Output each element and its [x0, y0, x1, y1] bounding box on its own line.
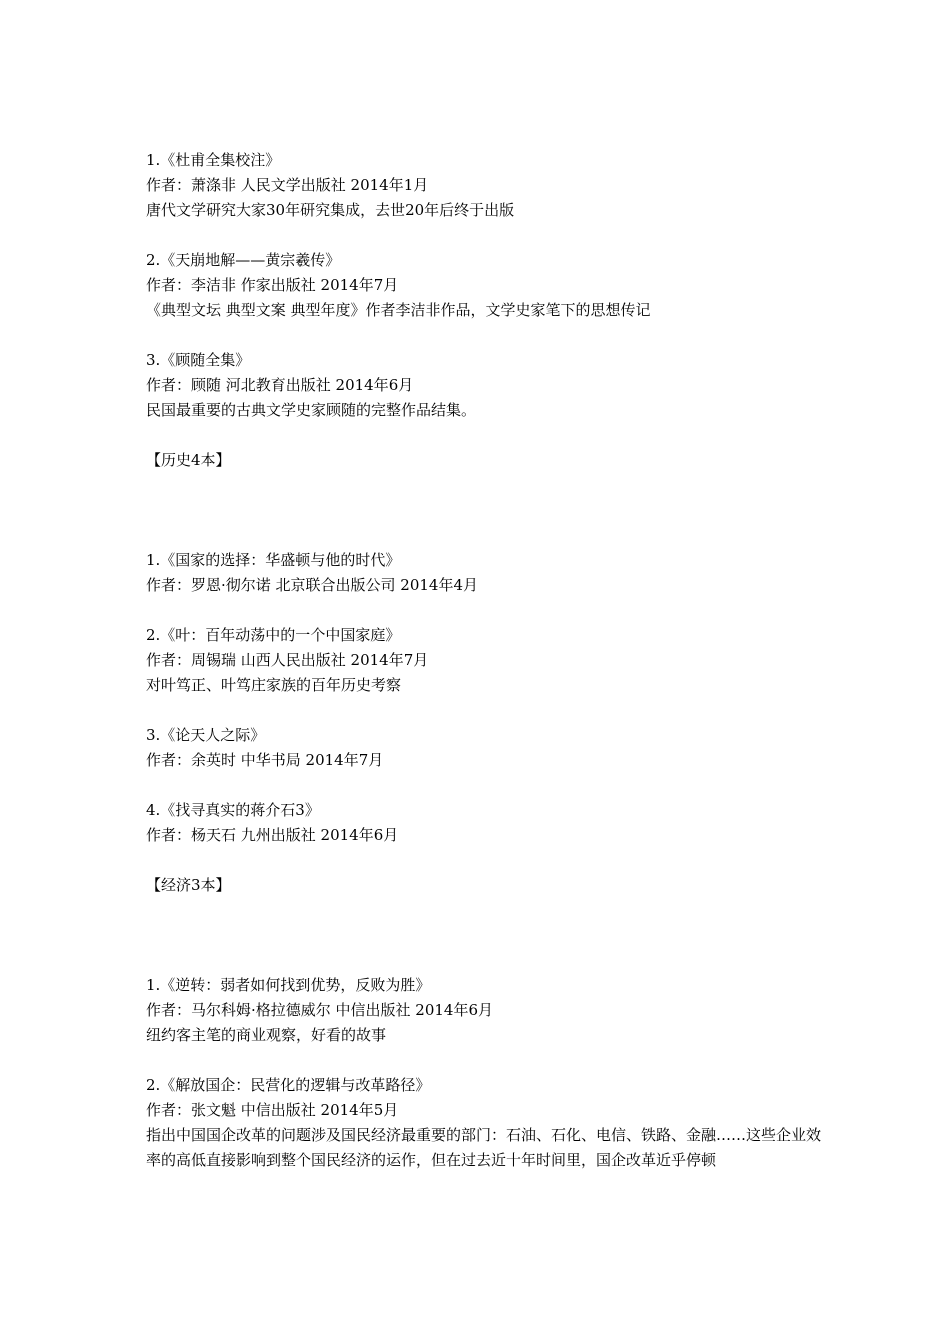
- book-author: 作者：余英时 中华书局 2014年7月: [146, 751, 384, 769]
- book-author: 作者：萧涤非 人民文学出版社 2014年1月: [146, 176, 429, 194]
- book-title: 3.《顾随全集》: [146, 351, 251, 369]
- book-author: 作者：杨天石 九州出版社 2014年6月: [146, 826, 399, 844]
- book-author: 作者：李洁非 作家出版社 2014年7月: [146, 276, 399, 294]
- book-title: 1.《国家的选择：华盛顿与他的时代》: [146, 551, 401, 569]
- book-description: 民国最重要的古典文学史家顾随的完整作品结集。: [146, 401, 477, 419]
- literature-book-1: [146, 148, 826, 223]
- book-description: 《典型文坛 典型文案 典型年度》作者李洁非作品，文学史家笔下的思想传记: [146, 301, 651, 319]
- book-description: 唐代文学研究大家30年研究集成，去世20年后终于出版: [146, 201, 515, 219]
- book-title: 1.《杜甫全集校注》: [146, 151, 281, 169]
- book-title: 3.《论天人之际》: [146, 726, 266, 744]
- history-section-heading: 【历史4本】: [146, 451, 231, 469]
- history-book-3: [146, 723, 826, 773]
- book-author: 作者：周锡瑞 山西人民出版社 2014年7月: [146, 651, 429, 669]
- economy-section-heading: 【经济3本】: [146, 876, 231, 894]
- document-body: [146, 148, 826, 1173]
- book-author: 作者：罗恩·彻尔诺 北京联合出版公司 2014年4月: [146, 576, 479, 594]
- book-description: 指出中国国企改革的问题涉及国民经济最重要的部门：石油、石化、电信、铁路、金融……这些企业效率的高低直接影响到整个国民经济的运作，但在过去近十年时间里，国企改革近乎停顿: [146, 1126, 822, 1169]
- book-author: 作者：马尔科姆·格拉德威尔 中信出版社 2014年6月: [146, 1001, 494, 1019]
- history-book-1: [146, 548, 826, 598]
- history-book-2: [146, 623, 826, 698]
- literature-book-3: [146, 348, 826, 423]
- book-title: 1.《逆转：弱者如何找到优势，反败为胜》: [146, 976, 431, 994]
- book-title: 2.《天崩地解——黄宗羲传》: [146, 251, 341, 269]
- literature-book-2: [146, 248, 826, 323]
- economy-book-2: [146, 1073, 826, 1173]
- book-description: 纽约客主笔的商业观察，好看的故事: [146, 1026, 387, 1044]
- book-title: 2.《叶：百年动荡中的一个中国家庭》: [146, 626, 401, 644]
- book-description: 对叶笃正、叶笃庄家族的百年历史考察: [146, 676, 402, 694]
- book-title: 4.《找寻真实的蒋介石3》: [146, 801, 320, 819]
- history-book-4: [146, 798, 826, 848]
- economy-book-1: [146, 973, 826, 1048]
- book-author: 作者：张文魁 中信出版社 2014年5月: [146, 1101, 399, 1119]
- book-author: 作者：顾随 河北教育出版社 2014年6月: [146, 376, 414, 394]
- book-title: 2.《解放国企：民营化的逻辑与改革路径》: [146, 1076, 431, 1094]
